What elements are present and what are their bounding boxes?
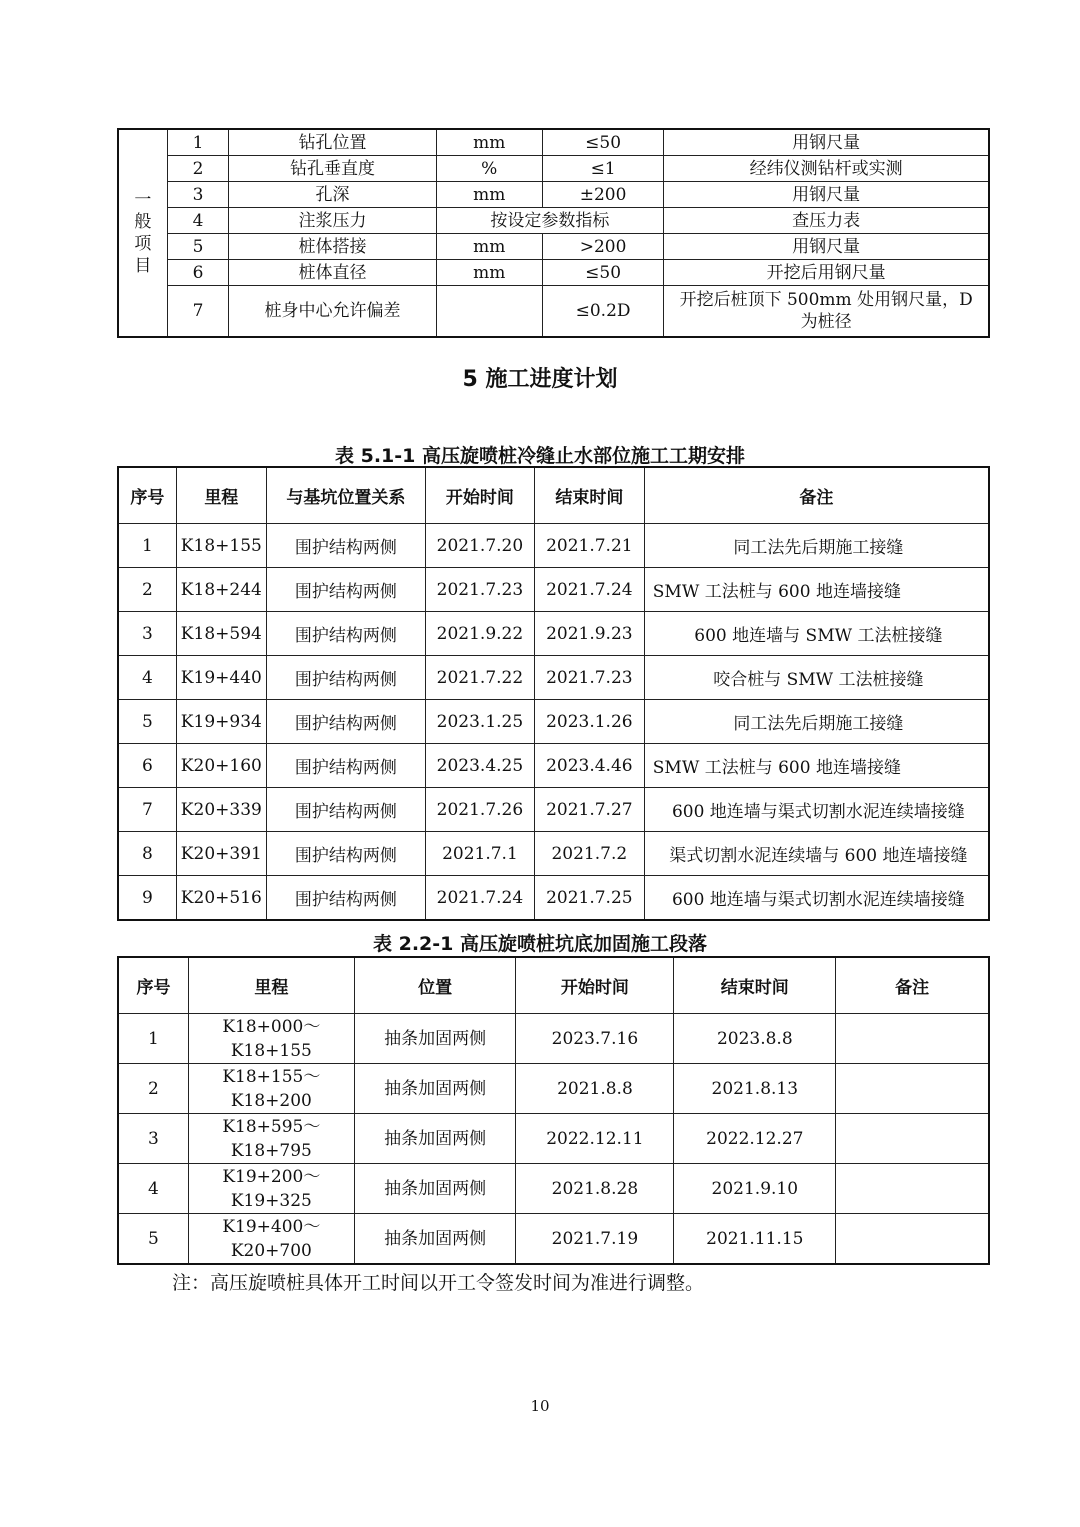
row-relation: 围护结构两侧 [266,788,425,832]
row-end: 2021.7.23 [534,656,644,700]
row-unit [436,286,542,337]
row-no: 2 [119,1064,189,1114]
row-position: 抽条加固两侧 [354,1114,516,1164]
row-mileage [188,1214,354,1264]
row-start: 2021.8.28 [516,1164,674,1214]
row-start: 2022.12.11 [516,1114,674,1164]
row-end: 2023.8.8 [674,1014,836,1064]
row-value: ≤1 [542,156,663,182]
row-mileage: K20+516 [176,876,266,920]
row-unit: mm [436,182,542,208]
row-mileage: K20+160 [176,744,266,788]
row-no: 5 [119,1214,189,1264]
row-unit: % [436,156,542,182]
row-no: 1 [167,130,229,156]
row-end: 2021.8.13 [674,1064,836,1114]
table-row [119,832,989,876]
row-mileage: K20+391 [176,832,266,876]
row-value: >200 [542,234,663,260]
row-no: 4 [119,656,177,700]
section-heading: 5 施工进度计划 [462,367,618,392]
row-position: 抽条加固两侧 [354,1064,516,1114]
row-item: 钻孔位置 [229,130,436,156]
row-method: 查压力表 [664,208,989,234]
row-start: 2021.7.1 [425,832,534,876]
table-row [119,524,989,568]
row-no: 5 [119,700,177,744]
row-no: 3 [167,182,229,208]
row-item: 桩体搭接 [229,234,436,260]
column-header: 结束时间 [674,958,836,1014]
row-mileage [188,1164,354,1214]
row-no: 8 [119,832,177,876]
table-row [119,568,989,612]
row-end: 2021.7.21 [534,524,644,568]
row-unit: mm [436,234,542,260]
table-header-row [119,958,989,1014]
row-end: 2021.9.23 [534,612,644,656]
row-position: 抽条加固两侧 [354,1014,516,1064]
table-caption: 表 2.2-1 高压旋喷桩坑底加固施工段落 [373,933,707,955]
mileage-from: K18+595～ [222,1116,321,1137]
mileage-from: K19+200～ [222,1166,321,1187]
mileage-to: K18+200 [230,1090,312,1111]
row-value: ≤50 [542,260,663,286]
pit-reinforcement-table [118,957,989,1264]
row-mileage: K19+934 [176,700,266,744]
row-end: 2021.11.15 [674,1214,836,1264]
row-no: 6 [119,744,177,788]
table-row [119,234,989,260]
row-no: 2 [119,568,177,612]
row-end: 2023.1.26 [534,700,644,744]
table-row [119,612,989,656]
table-row [119,182,989,208]
table-row [119,260,989,286]
row-item: 桩身中心允许偏差 [229,286,436,337]
row-end: 2022.12.27 [674,1114,836,1164]
row-no: 9 [119,876,177,920]
column-header: 开始时间 [516,958,674,1014]
row-note [836,1114,989,1164]
row-start: 2021.7.24 [425,876,534,920]
row-note [836,1164,989,1214]
row-note [836,1064,989,1114]
row-relation: 围护结构两侧 [266,612,425,656]
table-row [119,700,989,744]
row-note: 600 地连墙与 SMW 工法桩接缝 [644,612,988,656]
row-no: 7 [119,788,177,832]
table-row [119,876,989,920]
column-header: 序号 [119,958,189,1014]
row-no: 2 [167,156,229,182]
column-header: 位置 [354,958,516,1014]
column-header: 备注 [644,468,988,524]
column-header: 开始时间 [425,468,534,524]
table-caption: 表 5.1-1 高压旋喷桩冷缝止水部位施工工期安排 [335,445,745,467]
row-note: 咬合桩与 SMW 工法桩接缝 [644,656,988,700]
row-no: 6 [167,260,229,286]
row-position: 抽条加固两侧 [354,1214,516,1264]
row-start: 2021.7.19 [516,1214,674,1264]
row-unit: mm [436,130,542,156]
row-method: 经纬仪测钻杆或实测 [664,156,989,182]
row-no: 5 [167,234,229,260]
table-row [119,286,989,337]
row-no: 1 [119,524,177,568]
row-end: 2021.7.2 [534,832,644,876]
row-relation: 围护结构两侧 [266,656,425,700]
group-label: 一般项目 [119,130,168,337]
row-start: 2023.4.25 [425,744,534,788]
mileage-to: K20+700 [230,1240,312,1261]
table-row [119,1164,989,1214]
row-note [836,1214,989,1264]
column-header: 结束时间 [534,468,644,524]
row-method: 用钢尺量 [664,130,989,156]
row-value: ±200 [542,182,663,208]
row-start: 2021.9.22 [425,612,534,656]
column-header: 与基坑位置关系 [266,468,425,524]
row-no: 3 [119,612,177,656]
cold-joint-schedule-table [118,467,989,920]
mileage-from: K18+000～ [222,1016,321,1037]
row-end: 2021.9.10 [674,1164,836,1214]
row-item: 桩体直径 [229,260,436,286]
row-method: 用钢尺量 [664,234,989,260]
row-relation: 围护结构两侧 [266,568,425,612]
row-no: 7 [167,286,229,337]
table-row [119,1064,989,1114]
row-relation: 围护结构两侧 [266,832,425,876]
table-header-row [119,468,989,524]
row-mileage [188,1014,354,1064]
row-relation: 围护结构两侧 [266,744,425,788]
row-end: 2021.7.27 [534,788,644,832]
column-header: 里程 [176,468,266,524]
row-unit-value: 按设定参数指标 [436,208,664,234]
table-row [119,788,989,832]
table-row [119,744,989,788]
table-row [119,1114,989,1164]
row-item: 钻孔垂直度 [229,156,436,182]
row-method: 开挖后用钢尺量 [664,260,989,286]
row-mileage [188,1114,354,1164]
page-number: 10 [530,1397,550,1415]
mileage-from: K19+400～ [222,1216,321,1237]
row-mileage: K18+594 [176,612,266,656]
row-note: 600 地连墙与渠式切割水泥连续墙接缝 [644,788,988,832]
row-note: SMW 工法桩与 600 地连墙接缝 [644,744,988,788]
row-relation: 围护结构两侧 [266,700,425,744]
row-mileage: K20+339 [176,788,266,832]
row-start: 2021.7.26 [425,788,534,832]
row-end: 2021.7.25 [534,876,644,920]
table-row [119,156,989,182]
row-no: 4 [167,208,229,234]
mileage-from: K18+155～ [222,1066,321,1087]
row-start: 2021.7.22 [425,656,534,700]
table-row [119,208,989,234]
row-no: 1 [119,1014,189,1064]
row-method: 用钢尺量 [664,182,989,208]
row-method: 开挖后桩顶下 500mm 处用钢尺量，D 为桩径 [664,286,989,337]
row-item: 注浆压力 [229,208,436,234]
column-header: 里程 [188,958,354,1014]
row-note: 同工法先后期施工接缝 [644,700,988,744]
mileage-to: K18+795 [230,1140,312,1161]
row-end: 2021.7.24 [534,568,644,612]
row-end: 2023.4.46 [534,744,644,788]
row-mileage: K19+440 [176,656,266,700]
row-start: 2021.8.8 [516,1064,674,1114]
row-value: ≤0.2D [542,286,663,337]
row-note [836,1014,989,1064]
row-note: 渠式切割水泥连续墙与 600 地连墙接缝 [644,832,988,876]
row-start: 2021.7.20 [425,524,534,568]
row-item: 孔深 [229,182,436,208]
column-header: 备注 [836,958,989,1014]
mileage-to: K18+155 [230,1040,312,1061]
row-no: 3 [119,1114,189,1164]
row-note: 600 地连墙与渠式切割水泥连续墙接缝 [644,876,988,920]
row-note: SMW 工法桩与 600 地连墙接缝 [644,568,988,612]
row-mileage: K18+244 [176,568,266,612]
row-position: 抽条加固两侧 [354,1164,516,1214]
column-header: 序号 [119,468,177,524]
table-row [119,1214,989,1264]
table-row [119,130,989,156]
row-relation: 围护结构两侧 [266,524,425,568]
table-row [119,1014,989,1064]
row-start: 2021.7.23 [425,568,534,612]
mileage-to: K19+325 [230,1190,312,1211]
footnote: 注：高压旋喷桩具体开工时间以开工令签发时间为准进行调整。 [172,1272,705,1294]
row-unit: mm [436,260,542,286]
row-relation: 围护结构两侧 [266,876,425,920]
row-mileage [188,1064,354,1114]
row-no: 4 [119,1164,189,1214]
row-start: 2023.7.16 [516,1014,674,1064]
table-row [119,656,989,700]
row-mileage: K18+155 [176,524,266,568]
row-value: ≤50 [542,130,663,156]
row-start: 2023.1.25 [425,700,534,744]
row-note: 同工法先后期施工接缝 [644,524,988,568]
quality-inspection-table [118,129,989,337]
